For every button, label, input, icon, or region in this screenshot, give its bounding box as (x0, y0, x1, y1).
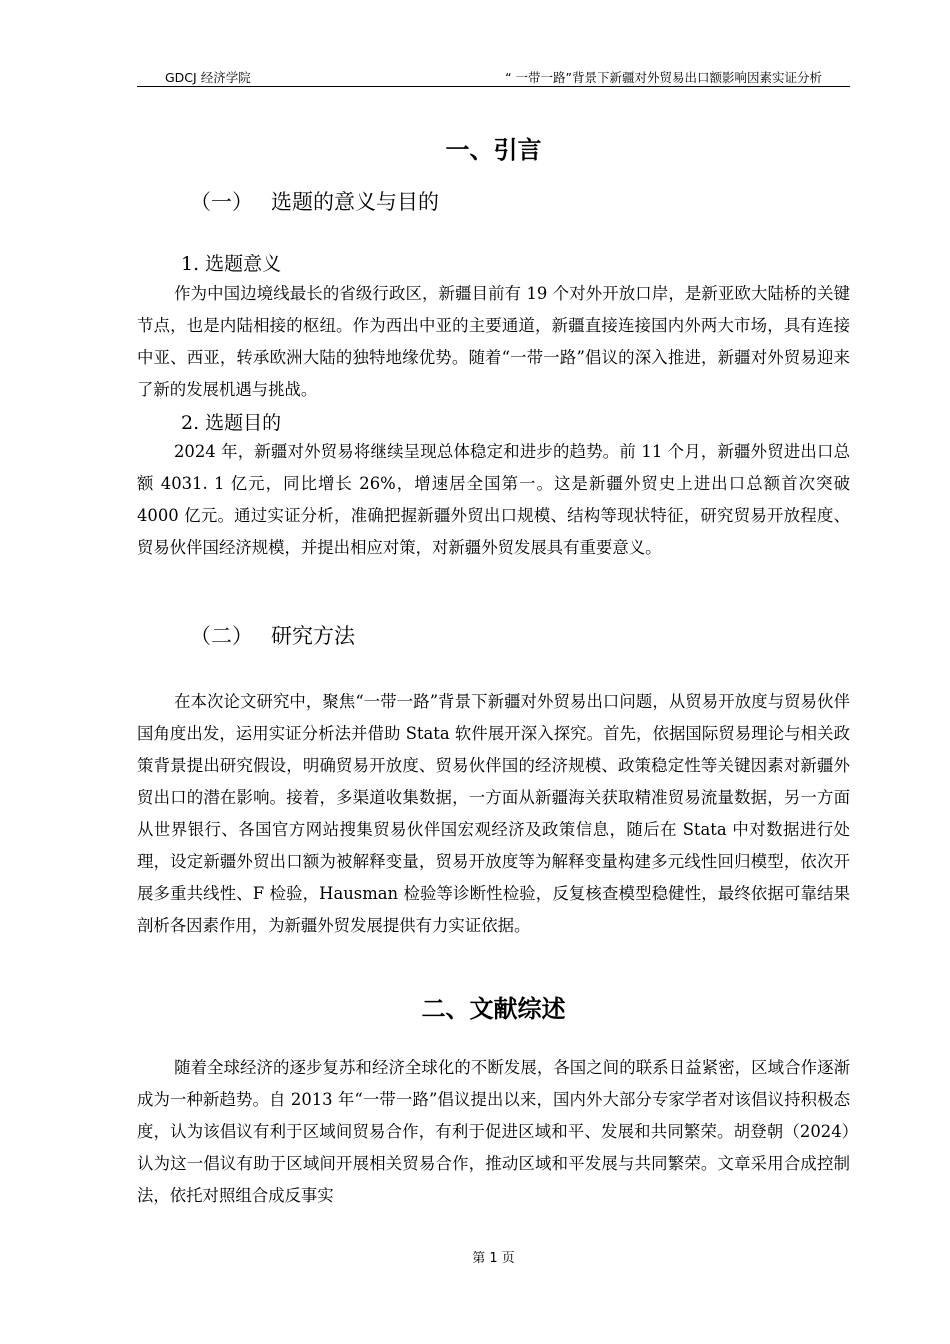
page-number: 第 1 页 (472, 1251, 515, 1266)
paragraph-3 (137, 686, 850, 942)
page-header (137, 66, 850, 87)
subsection-text: 选题的意义与目的 (271, 190, 439, 214)
subsection-number: （一） (190, 190, 253, 214)
header-left: GDCJ 经济学院 (165, 70, 251, 85)
subsection-title-2 (190, 620, 355, 650)
paragraph-text: 作为中国边境线最长的省级行政区，新疆目前有 19 个对外开放口岸，是新亚欧大陆桥的关键节点，也是内陆相接的枢纽。作为西出中亚的主要通道，新疆直接连接国内外两大市场，具有连接中亚、西亚，转承欧洲大陆的独特地缘优势。随着“一带一路”倡议的深入推进，新疆对外贸易迎来了新的发展机遇与挑战。 (137, 284, 850, 399)
section-title-intro: 一、引言 (445, 136, 542, 164)
item-title-2: 2. 选题目的 (181, 412, 282, 434)
subsection-text: 研究方法 (271, 624, 355, 648)
paragraph-text: 在本次论文研究中，聚焦“一带一路”背景下新疆对外贸易出口问题，从贸易开放度与贸易伙伴国角度出发，运用实证分析法并借助 Stata 软件展开深入探究。首先，依据国际贸易理论与相关政策背景提出研究假设，明确贸易开放度、贸易伙伴国的经济规模、政策稳定性等关键因素对新疆外贸出口的潜在影响。接着，多渠道收集数据，一方面从新疆海关获取精准贸易流量数据，另一方面从世界银行、各国官方网站搜集贸易伙伴国宏观经济及政策信息，随后在 Stata 中对数据进行处理，设定新疆外贸出口额为被解释变量，贸易开放度等为解释变量构建多元线性回归模型，依次开展多重共线性、F 检验，Hausman 检验等诊断性检验，反复核查模型稳健性，最终依据可靠结果剖析各因素作用，为新疆外贸发展提供有力实证依据。 (137, 692, 850, 935)
item-title-1: 1. 选题意义 (181, 253, 282, 275)
subsection-number: （二） (190, 624, 253, 648)
header-right: “ 一带一路”背景下新疆对外贸易出口额影响因素实证分析 (505, 70, 822, 85)
paragraph-text: 2024 年，新疆对外贸易将继续呈现总体稳定和进步的趋势。前 11 个月，新疆外贸进出口总额 4031. 1 亿元，同比增长 26%，增速居全国第一。这是新疆外贸史上进出口总额首次突破 4000 亿元。通过实证分析，准确把握新疆外贸出口规模、结构等现状特征，研究贸易开放程度、贸易伙伴国经济规模，并提出相应对策，对新疆外贸发展具有重要意义。 (137, 442, 850, 557)
section-title-review: 二、文献综述 (421, 995, 566, 1023)
paragraph-text: 随着全球经济的逐步复苏和经济全球化的不断发展，各国之间的联系日益紧密，区域合作逐渐成为一种新趋势。自 2013 年“一带一路”倡议提出以来，国内外大部分专家学者对该倡议持积极态度，认为该倡议有利于区域间贸易合作，有利于促进区域和平、发展和共同繁荣。胡登朝（2024）认为这一倡议有助于区域间开展相关贸易合作，推动区域和平发展与共同繁荣。文章采用合成控制法，依托对照组合成反事实 (137, 1058, 850, 1205)
paragraph-4 (137, 1052, 850, 1212)
subsection-title-1 (190, 186, 439, 216)
paragraph-2 (137, 436, 850, 564)
paragraph-1 (137, 278, 850, 406)
